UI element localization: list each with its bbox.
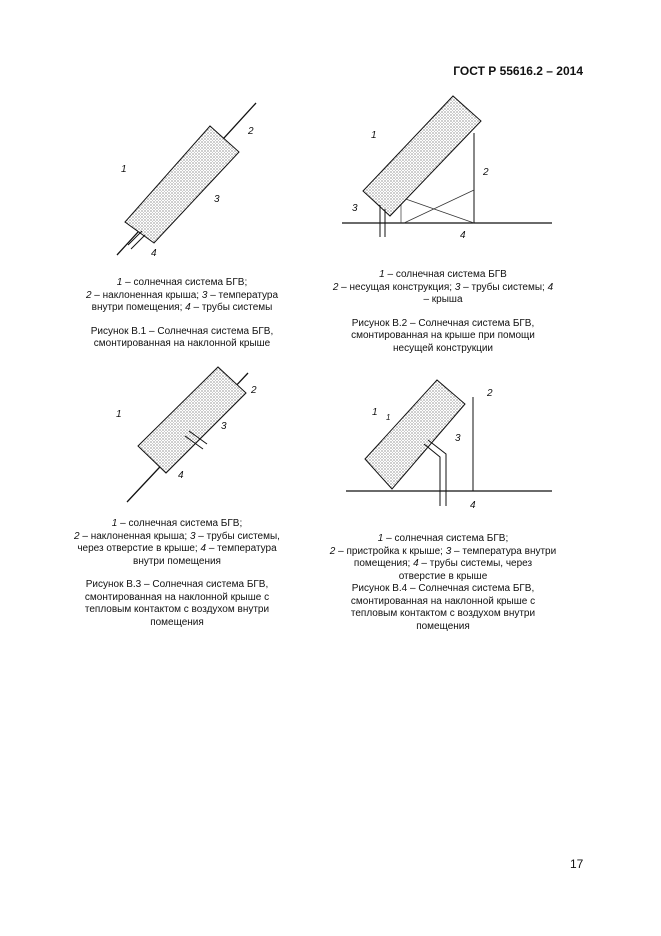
legend-text: внутри помещения; (91, 302, 186, 313)
b2-solar-collector (363, 96, 481, 216)
legend-text: – трубы системы, (195, 530, 280, 542)
figure-b3-drawing (116, 367, 257, 502)
document-header: ГОСТ Р 55616.2 – 2014 (453, 64, 583, 78)
b4-legend (308, 533, 578, 583)
legend-text: через отверстие в крыше; (77, 543, 201, 554)
legend-number: 3 (189, 530, 196, 542)
legend-text: – крыша (423, 294, 463, 305)
figure-b4-drawing (346, 380, 552, 511)
legend-text: – солнечная система БГВ; (383, 533, 509, 544)
legend-text: – наклоненная крыша; (79, 530, 190, 542)
b1-label-1: 1 (121, 164, 127, 175)
legend-text: отверстие в крыше (398, 570, 488, 582)
legend-number: 2 (329, 545, 336, 557)
b3-solar-collector (138, 367, 246, 473)
figure-b2-caption (312, 269, 574, 355)
legend-number: 4 (200, 543, 207, 554)
b3-label-3: 3 (221, 421, 227, 432)
legend-number: 4 (413, 558, 419, 569)
legend-text: – температура внутри (451, 545, 557, 557)
b2-label-4: 4 (460, 230, 466, 241)
b4-label-1: 1 (372, 407, 378, 418)
b2-support-strut (404, 190, 474, 223)
legend-number: 3 (445, 545, 452, 557)
legend-text: – температура (207, 289, 279, 301)
page-number: 17 (570, 857, 584, 871)
legend-number: 2 (332, 281, 339, 293)
legend-text: – солнечная система БГВ; (117, 518, 243, 529)
legend-number: 2 (74, 530, 80, 542)
b2-label-3: 3 (352, 203, 358, 214)
b2-support-strut (400, 197, 474, 223)
legend-text: – трубы системы (190, 302, 273, 313)
figure-b1-caption (62, 277, 302, 351)
b4-pipe (424, 444, 440, 506)
b1-solar-collector (125, 126, 239, 243)
legend-number: 4 (185, 302, 191, 313)
figure-b4-caption (308, 533, 578, 633)
b4-label-2: 2 (487, 388, 493, 399)
legend-number: 1 (116, 277, 123, 288)
legend-number: 1 (111, 518, 118, 529)
legend-text: – несущая конструкция; (338, 281, 455, 293)
b4-label-4: 4 (470, 500, 476, 511)
legend-number: 4 (547, 281, 554, 293)
legend-number: 2 (85, 289, 92, 301)
b2-legend (312, 269, 574, 307)
b3-legend (57, 518, 297, 568)
b2-title: Рисунок В.2 – Солнечная система БГВ, смонтированная на крыше при помощи несущей конструкции (351, 317, 535, 354)
legend-number: 1 (377, 533, 384, 544)
b3-label-2: 2 (251, 385, 257, 396)
b4-label-3: 3 (455, 433, 461, 444)
legend-text: – температура (206, 543, 277, 554)
legend-number: 1 (379, 269, 385, 280)
legend-number: 3 (454, 281, 461, 293)
legend-number: 3 (201, 289, 208, 301)
b1-label-2: 2 (248, 126, 254, 137)
b1-label-4: 4 (151, 248, 157, 259)
legend-text: помещения; (353, 558, 414, 569)
b2-label-2: 2 (483, 167, 489, 178)
legend-text: внутри помещения (133, 555, 221, 567)
legend-text: – трубы системы, через (418, 558, 533, 569)
legend-text: – пристройка к крыше; (335, 545, 446, 557)
b1-label-3: 3 (214, 194, 220, 205)
legend-text: – трубы системы; (460, 281, 548, 293)
b4-solar-collector (365, 380, 465, 489)
figure-b2-drawing (342, 96, 552, 241)
b2-label-1: 1 (371, 130, 377, 141)
figure-b3-caption (57, 518, 297, 629)
b1-pipe (128, 231, 142, 245)
b3-label-1: 1 (116, 409, 122, 420)
b3-title: Рисунок В.3 – Солнечная система БГВ, смонтированная на наклонной крыше с тепловым контактом с воздухом внутри помещения (84, 579, 270, 628)
legend-text: – солнечная система БГВ; (122, 277, 248, 288)
b1-title: Рисунок В.1 – Солнечная система БГВ, смонтированная на наклонной крыше (90, 325, 274, 349)
b1-legend (62, 277, 302, 315)
b4-title: Рисунок В.4 – Солнечная система БГВ, смонтированная на наклонной крыше с тепловым контактом с воздухом внутри помещения (350, 583, 536, 632)
legend-text: – наклоненная крыша; (91, 289, 202, 301)
b3-label-4: 4 (178, 470, 184, 481)
b4-label-1-small: 1 (386, 413, 391, 422)
figure-b1-drawing (117, 103, 256, 259)
legend-text: – солнечная система БГВ (384, 269, 507, 280)
